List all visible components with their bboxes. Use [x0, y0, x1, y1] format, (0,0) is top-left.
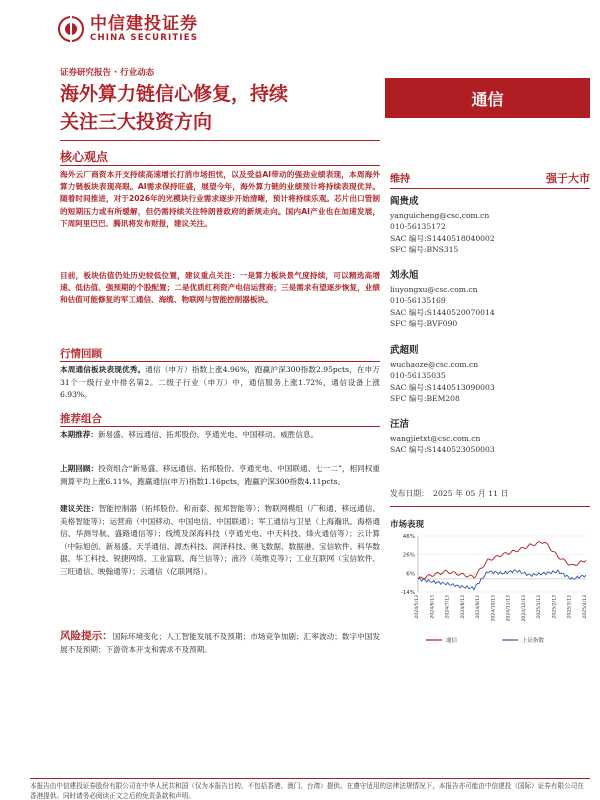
- core-views-divider: [60, 165, 380, 166]
- disclaimer-footer: 本报告由中信建投证券股份有限公司在中华人民共和国（仅为本报告目的，不包括香港、澳门、台湾）提供。在遵守适用的法律法规情况下，本报告亦可能由中信建投（国际）证券有限公司在香港提供。同时请务必阅读正文之后的免责条款和声明。: [30, 782, 584, 800]
- rating-label: 维持: [390, 174, 410, 185]
- y-tick-label: 26%: [402, 552, 415, 559]
- risk-text: 国际环境变化；人工智能发展不及预期；市场竞争加剧；汇率波动；数字中国发展不及预期；下游资本开支和需求不及预期。: [60, 632, 381, 654]
- market-chart-title: 市场表现: [390, 520, 425, 530]
- market-review-divider: [60, 361, 380, 362]
- portfolio-focus-lead: 建议关注：: [60, 504, 99, 513]
- x-tick-label: 2024/9/13: [476, 595, 482, 619]
- company-logo: [58, 12, 228, 46]
- analyst-name: 武超则: [390, 345, 419, 356]
- analyst-card: [390, 418, 590, 456]
- sector-banner: 通信: [385, 78, 590, 118]
- risk-title: 风险提示：: [60, 630, 113, 642]
- x-tick-label: 2024/7/13: [445, 595, 451, 619]
- analyst-card: [390, 344, 590, 405]
- analyst-sac: SAC 编号:S1440520070014: [390, 307, 495, 317]
- portfolio-recommend-lead: 本期推荐：: [60, 430, 98, 439]
- publish-divider: [390, 506, 590, 507]
- portfolio-recommend-text: 新易盛、移远通信、拓邦股份、亨通光电、中国移动、威胜信息。: [97, 430, 319, 439]
- analyst-card: [390, 269, 590, 330]
- logo-english-name: CHINA SECURITIES: [90, 32, 199, 43]
- x-tick-label: 2024/5/13: [415, 595, 420, 619]
- analyst-email: yanguicheng@csc.com.cn: [390, 211, 490, 220]
- report-title-line-2: 关注三大投资方向: [60, 111, 213, 133]
- analyst-phone: 010-56135169: [390, 296, 446, 306]
- x-tick-label: 2025/4/13: [583, 595, 588, 619]
- core-views-paragraph-2: 目前，板块估值仍处历史较低位置，建议重点关注：一是算力板块景气度持续，可以精选高增速、低估值、强预期的个股配置；二是优质红利资产电信运营商；三是需求有望逐步恢复，业绩和估值可能修复的军工通信、海缆、物联网与智能控制器板块。: [60, 271, 380, 305]
- x-tick-label: 2025/3/13: [567, 595, 573, 619]
- portfolio-divider: [60, 426, 380, 427]
- footer-divider: [30, 778, 590, 779]
- logo-icon: [58, 16, 84, 42]
- analyst-name: 阎贵成: [390, 196, 419, 207]
- portfolio-focus-text: 智能控制器（拓邦股份、和而泰、振邦智能等）；物联网模组（广和通、移远通信、美格智能等）；运营商（中国移动、中国电信、中国联通）；军工通信与卫星（上海瀚讯、海格通信、华测导航、盛路通信等）；线缆及深海科技（亨通光电、中天科技、烽火通信等）；云计算（中际旭创、新易盛、天孚通信、源杰科技、润泽科技、奥飞数据、数据港、宝信软件、科华数据、华工科技、锐捷网络、工业富联、海兰信等）；液冷（英维克等）；工业互联网（宝信软件、三旺通信、映翰通等）；云通信（亿联网络）。: [60, 504, 380, 576]
- market-review-text: 通信（申万）指数上涨4.96%，跑赢沪深300指数2.95pcts，在申万31个一级行业中排名第2。二级子行业（申万）中，通信服务上涨1.72%，通信设备上涨6.93%。: [60, 365, 380, 400]
- market-review-paragraph: [60, 364, 380, 402]
- x-tick-label: 2024/8/13: [460, 595, 466, 619]
- analyst-phone: 010-56135172: [390, 222, 446, 232]
- x-tick-label: 2024/11/13: [506, 595, 512, 622]
- risk-paragraph: [60, 630, 380, 656]
- x-tick-label: 2025/1/13: [537, 595, 543, 619]
- analyst-name: 刘永旭: [390, 270, 419, 281]
- rating-value: 强于大市: [546, 172, 590, 185]
- portfolio-last-paragraph: [60, 463, 380, 488]
- y-tick-label: 46%: [402, 534, 415, 540]
- portfolio-title: 推荐组合: [60, 413, 102, 425]
- analyst-email: wangjietxt@csc.com.cn: [390, 434, 481, 443]
- analyst-sac: SAC 编号:S1440518040002: [390, 233, 495, 243]
- market-review-lead: 本周通信板块表现优秀。: [60, 365, 146, 374]
- analyst-sfc: SFC 编号:BNS315: [390, 245, 459, 255]
- report-title: [60, 80, 380, 136]
- title-divider: [60, 140, 380, 141]
- core-views-title: 核心观点: [60, 150, 109, 164]
- x-tick-label: 2024/10/13: [491, 595, 497, 622]
- market-chart: [390, 530, 590, 648]
- market-chart-svg: [390, 530, 590, 648]
- analyst-sac: SAC 编号:S1440513090003: [390, 382, 495, 392]
- portfolio-focus-paragraph: [60, 503, 380, 579]
- x-tick-label: 2024/6/13: [430, 595, 436, 619]
- portfolio-last-lead: 上期回顾：: [60, 464, 99, 473]
- market-review-title: 行情回顾: [60, 348, 102, 360]
- portfolio-last-text: 投资组合“新易盛、移远通信、拓邦股份、亨通光电、中国联通、七一二”，相同权重测算平均上涨6.11%，跑赢通信(申万)指数1.16pcts，跑赢沪深300指数4.11pcts。: [60, 464, 380, 486]
- legend-label: 通信: [446, 638, 458, 644]
- analyst-sfc: SFC 编号:BVF090: [390, 319, 458, 329]
- x-tick-label: 2024/12/13: [521, 595, 527, 622]
- rating-divider: [390, 188, 590, 189]
- analyst-card: [390, 195, 590, 256]
- core-views-paragraph-1: 海外云厂商资本开支持续高速增长打消市场担忧，以及受益AI带动的强劲业绩表现，本周海外算力链板块表现亮眼。AI需求保持旺盛，展望今年，海外算力链的业绩预计将持续表现优异。随着时间推进，对于2026年的光模块行业需求逐步开始清晰，预计将持续乐观。芯片出口管制的短期压力或有所缓解，但仍需持续关注特朗普政府的新规走向。国内AI产业也在加速发展，下周阿里巴巴、腾讯将发布财报，建议关注。: [60, 170, 380, 228]
- logo-chinese-name: 中信建投证券: [90, 13, 198, 34]
- y-tick-label: -14%: [400, 590, 415, 596]
- analyst-sfc: SFC 编号:BEM208: [390, 394, 460, 404]
- publish-date: 发布日期： 2025 年 05 月 11 日: [390, 489, 509, 498]
- analyst-email: wuchaoze@csc.com.cn: [390, 360, 479, 369]
- report-title-line-1: 海外算力链信心修复，持续: [60, 83, 289, 105]
- y-tick-label: 6%: [406, 571, 415, 578]
- analyst-sac: SAC 编号:S1440523050003: [390, 445, 495, 455]
- analyst-email: liuyongxu@csc.com.cn: [390, 285, 478, 294]
- analyst-name: 汪洁: [390, 419, 410, 430]
- report-type: 证券研究报告 · 行业动态: [60, 68, 155, 78]
- rating-row: [390, 170, 590, 186]
- analyst-phone: 010-56135035: [390, 371, 446, 381]
- x-tick-label: 2025/2/13: [552, 595, 558, 619]
- portfolio-recommend-paragraph: [60, 429, 380, 442]
- legend-label: 上证指数: [522, 638, 545, 644]
